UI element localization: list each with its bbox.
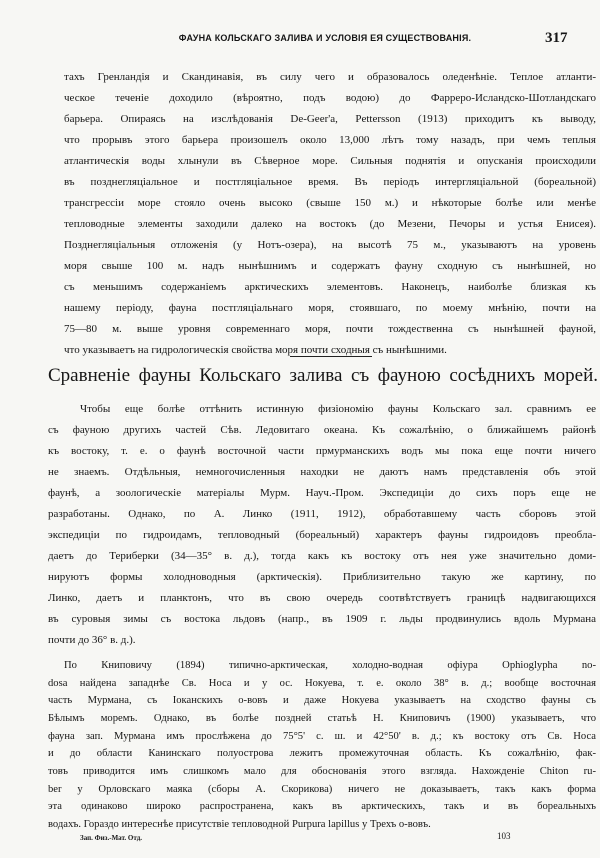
text-line: почти до 36° в. д.). bbox=[48, 634, 136, 646]
text-line: разработаны. Однако, по А. Линко (1911, 1912), обработавшему часть сборовъ этой bbox=[48, 508, 596, 520]
text-line: Бѣлымъ моремъ. Однако, въ болѣе поздней статьѣ Н. Книповичъ (1900) указываетъ, что bbox=[48, 713, 596, 724]
text-line: dosa найдена западнѣе Св. Носа и у ос. Нокуева, т. е. около 38° в. д.; вообще восточная bbox=[48, 677, 596, 689]
text-line: часть Мурмана, съ Іоканскихъ о-вовъ и даже Нокуева указываетъ на сходство фауны съ bbox=[48, 695, 596, 707]
text-line: товъ приводится имъ слишкомъ мало для обоснованія этого взгляда. Нахожденіе Chiton ru- bbox=[48, 766, 596, 777]
text-line: въ суровыя зимы съ востока льдовъ (напр., въ 1909 г. льды продвинулись вдоль Мурмана bbox=[48, 613, 596, 625]
text-line: нашему періоду, фауна постгляціальнаго моря, стоявшаго, по моему мнѣнію, почти на bbox=[64, 302, 596, 314]
text-line: моря свыше 100 м. надъ нынѣшнимъ и содержатъ фауну сходную съ нынѣшней, но bbox=[64, 260, 596, 272]
text-line: трансгрессіи море стояло очень высоко (свыше 150 м.) и нѣкоторые болѣе или менѣе bbox=[64, 197, 596, 209]
text-line: не знаемъ. Отдѣльныя, немногочисленныя находки не даютъ намъ представленія объ этой bbox=[48, 466, 596, 478]
text-line: Позднегляціальныя отложенія (у Нотъ-озера), на высотѣ 75 м., указываютъ на уровень bbox=[64, 239, 596, 251]
text-line: тепловодные элементы заходили далеко на востокъ (до Мезени, Печоры и устья Енисея). bbox=[64, 218, 596, 230]
section-heading: Сравненіе фауны Кольскаго залива съ фауною сосѣднихъ морей. bbox=[48, 365, 598, 386]
text-line: что указываетъ на гидрологическія свойства моря почти сходныя съ нынѣшними. bbox=[64, 344, 447, 356]
text-line: барьера. Опираясь на изслѣдованія De-Geer'а, Pettersson (1913) приходитъ къ выводу, bbox=[64, 113, 596, 125]
text-line: въ позднегляціальное и постгляціальное время. Въ періодъ интергляціальной (бореальной) bbox=[64, 176, 596, 188]
running-title: ФАУНА КОЛЬСКАГО ЗАЛИВА И УСЛОВІЯ ЕЯ СУЩЕСТВОВАНІЯ. bbox=[178, 33, 472, 43]
text-line: что прорывъ этого барьера произошелъ около 13,000 лѣтъ тому назадъ, при чемъ теплыя bbox=[64, 134, 596, 146]
text-line: тахъ Гренландія и Скандинавія, въ силу чего и образовалось оледенѣніе. Теплое атланти- bbox=[64, 71, 596, 83]
text-line: экспедиціи по гидроидамъ, тепловодный (бореальный) характеръ фауны гидроидовъ преобла- bbox=[48, 529, 596, 541]
text-line: съ фауною другихъ частей Сѣв. Ледовитаго океана. Къ сожалѣнію, о ближайшемъ районѣ bbox=[48, 424, 596, 436]
page-number: 317 bbox=[545, 30, 568, 46]
running-head bbox=[0, 30, 600, 48]
section-divider bbox=[290, 356, 372, 357]
text-line: съ меньшимъ содержаніемъ арктическихъ элементовъ. Наконецъ, наиболѣе близкая къ bbox=[64, 281, 596, 293]
text-line: атлантическія воды хлынули въ Сѣверное море. Сильныя поднятія и опусканія происходили bbox=[64, 155, 596, 167]
text-line: водахъ. Гораздо интереснѣе присутствіе тепловодной Purpura lapillus у Трехъ о-вовъ. bbox=[48, 819, 431, 830]
text-line: нируютъ формы холодноводныя (арктическія). Приблизительно такую же картину, по bbox=[48, 571, 596, 583]
footer-signature: 103 bbox=[497, 831, 511, 841]
text-line: ber у Орловскаго маяка (сборы А. Скорикова) ничего не доказываетъ, такъ какъ форма bbox=[48, 783, 596, 795]
text-line: Чтобы еще болѣе оттѣнить истинную физіономію фауны Кольскаго зал. сравнимъ ее bbox=[80, 403, 596, 415]
text-line: По Книповичу (1894) типично-арктическая, холодно-водная офіура Ophioglypha no- bbox=[64, 660, 596, 671]
footer-journal: Зап. Физ.-Мат. Отд. bbox=[80, 834, 142, 842]
text-line: къ востоку, т. е. о фаунѣ восточной части прмурманскихъ водъ мы пока еще почти ничего bbox=[48, 445, 596, 457]
text-line: фаунѣ, а зоологическіе матеріалы Мурм. Науч.-Пром. Экспедиціи до сихъ поръ еще не bbox=[48, 487, 596, 499]
text-line: ческое теченіе доходило (вѣроятно, подъ водою) до Фарреро-Исландско-Шотландскаго bbox=[64, 92, 596, 104]
text-line: даетъ до Териберки (34—35° в. д.), тогда какъ къ востоку отъ нея уже значительно доми- bbox=[48, 550, 596, 562]
text-line: 75—80 м. выше уровня современнаго моря, почти тождественна съ нынѣшней фауной, bbox=[64, 323, 596, 335]
text-line: фауна зап. Мурмана имъ прослѣжена до 75°5' с. ш. и 42°50' в. д.; къ востоку отъ Св. Носа bbox=[48, 730, 596, 742]
text-line: эта одинаково широко распространена, какъ въ арктическихъ, такъ и въ бореальныхъ bbox=[48, 801, 596, 813]
text-line: Линко, даетъ и планктонъ, что въ свою очередь соотвѣтствуетъ границѣ надвигающихся bbox=[48, 592, 596, 604]
text-line: и до области Канинскаго полуострова лежитъ промежуточная область. Къ сожалѣнію, фак- bbox=[48, 748, 596, 760]
